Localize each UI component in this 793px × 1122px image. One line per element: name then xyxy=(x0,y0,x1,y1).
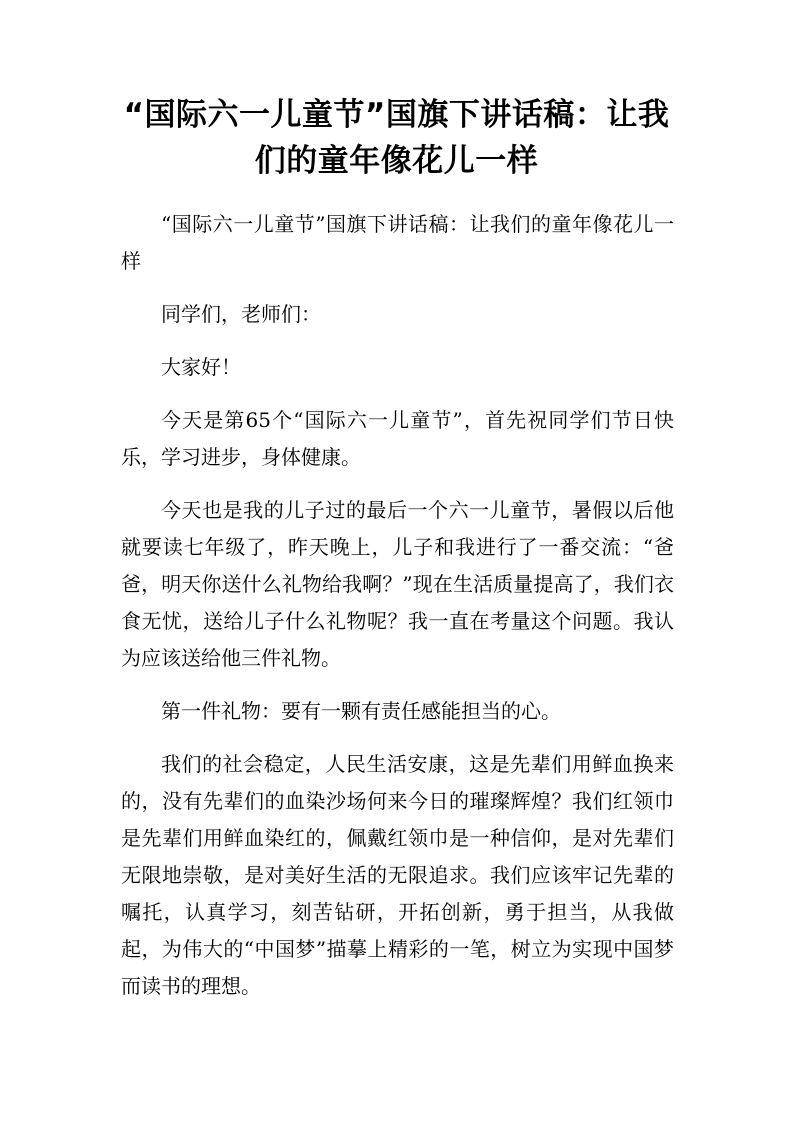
paragraph-greeting: 大家好！ xyxy=(161,355,241,379)
paragraph-subtitle: “国际六一儿童节”国旗下讲话稿：让我们的童年像花儿一样 xyxy=(121,212,674,273)
paragraph-festival-wishes: 今天是第65个“国际六一儿童节”，首先祝同学们节日快乐，学习进步，身体健康。 xyxy=(121,408,674,469)
document-body xyxy=(121,206,674,1021)
paragraph-salutation: 同学们，老师们： xyxy=(161,302,321,326)
paragraph-son-story: 今天也是我的儿子过的最后一个六一儿童节，暑假以后他就要读七年级了，昨天晚上，儿子和我进行了一番交流：“爸爸，明天你送什么礼物给我啊？”现在生活质量提高了，我们衣食无忧，送给儿子什么礼物呢？我一直在考量这个问题。我认为应该送给他三件礼物。 xyxy=(121,498,674,670)
paragraph-responsibility: 我们的社会稳定，人民生活安康，这是先辈们用鲜血换来的，没有先辈们的血染沙场何来今日的璀璨辉煌？我们红领巾是先辈们用鲜血染红的，佩戴红领巾是一种信仰，是对先辈们无限地崇敬，是对美好生活的无限追求。我们应该牢记先辈的嘱托，认真学习，刻苦钻研，开拓创新，勇于担当，从我做起，为伟大的“中国梦”描摹上精彩的一笔，树立为实现中国梦而读书的理想。 xyxy=(121,752,674,998)
document-title: “国际六一儿童节”国旗下讲话稿：让我们的童年像花儿一样 xyxy=(123,97,670,179)
paragraph-first-gift: 第一件礼物：要有一颗有责任感能担当的心。 xyxy=(161,699,561,723)
